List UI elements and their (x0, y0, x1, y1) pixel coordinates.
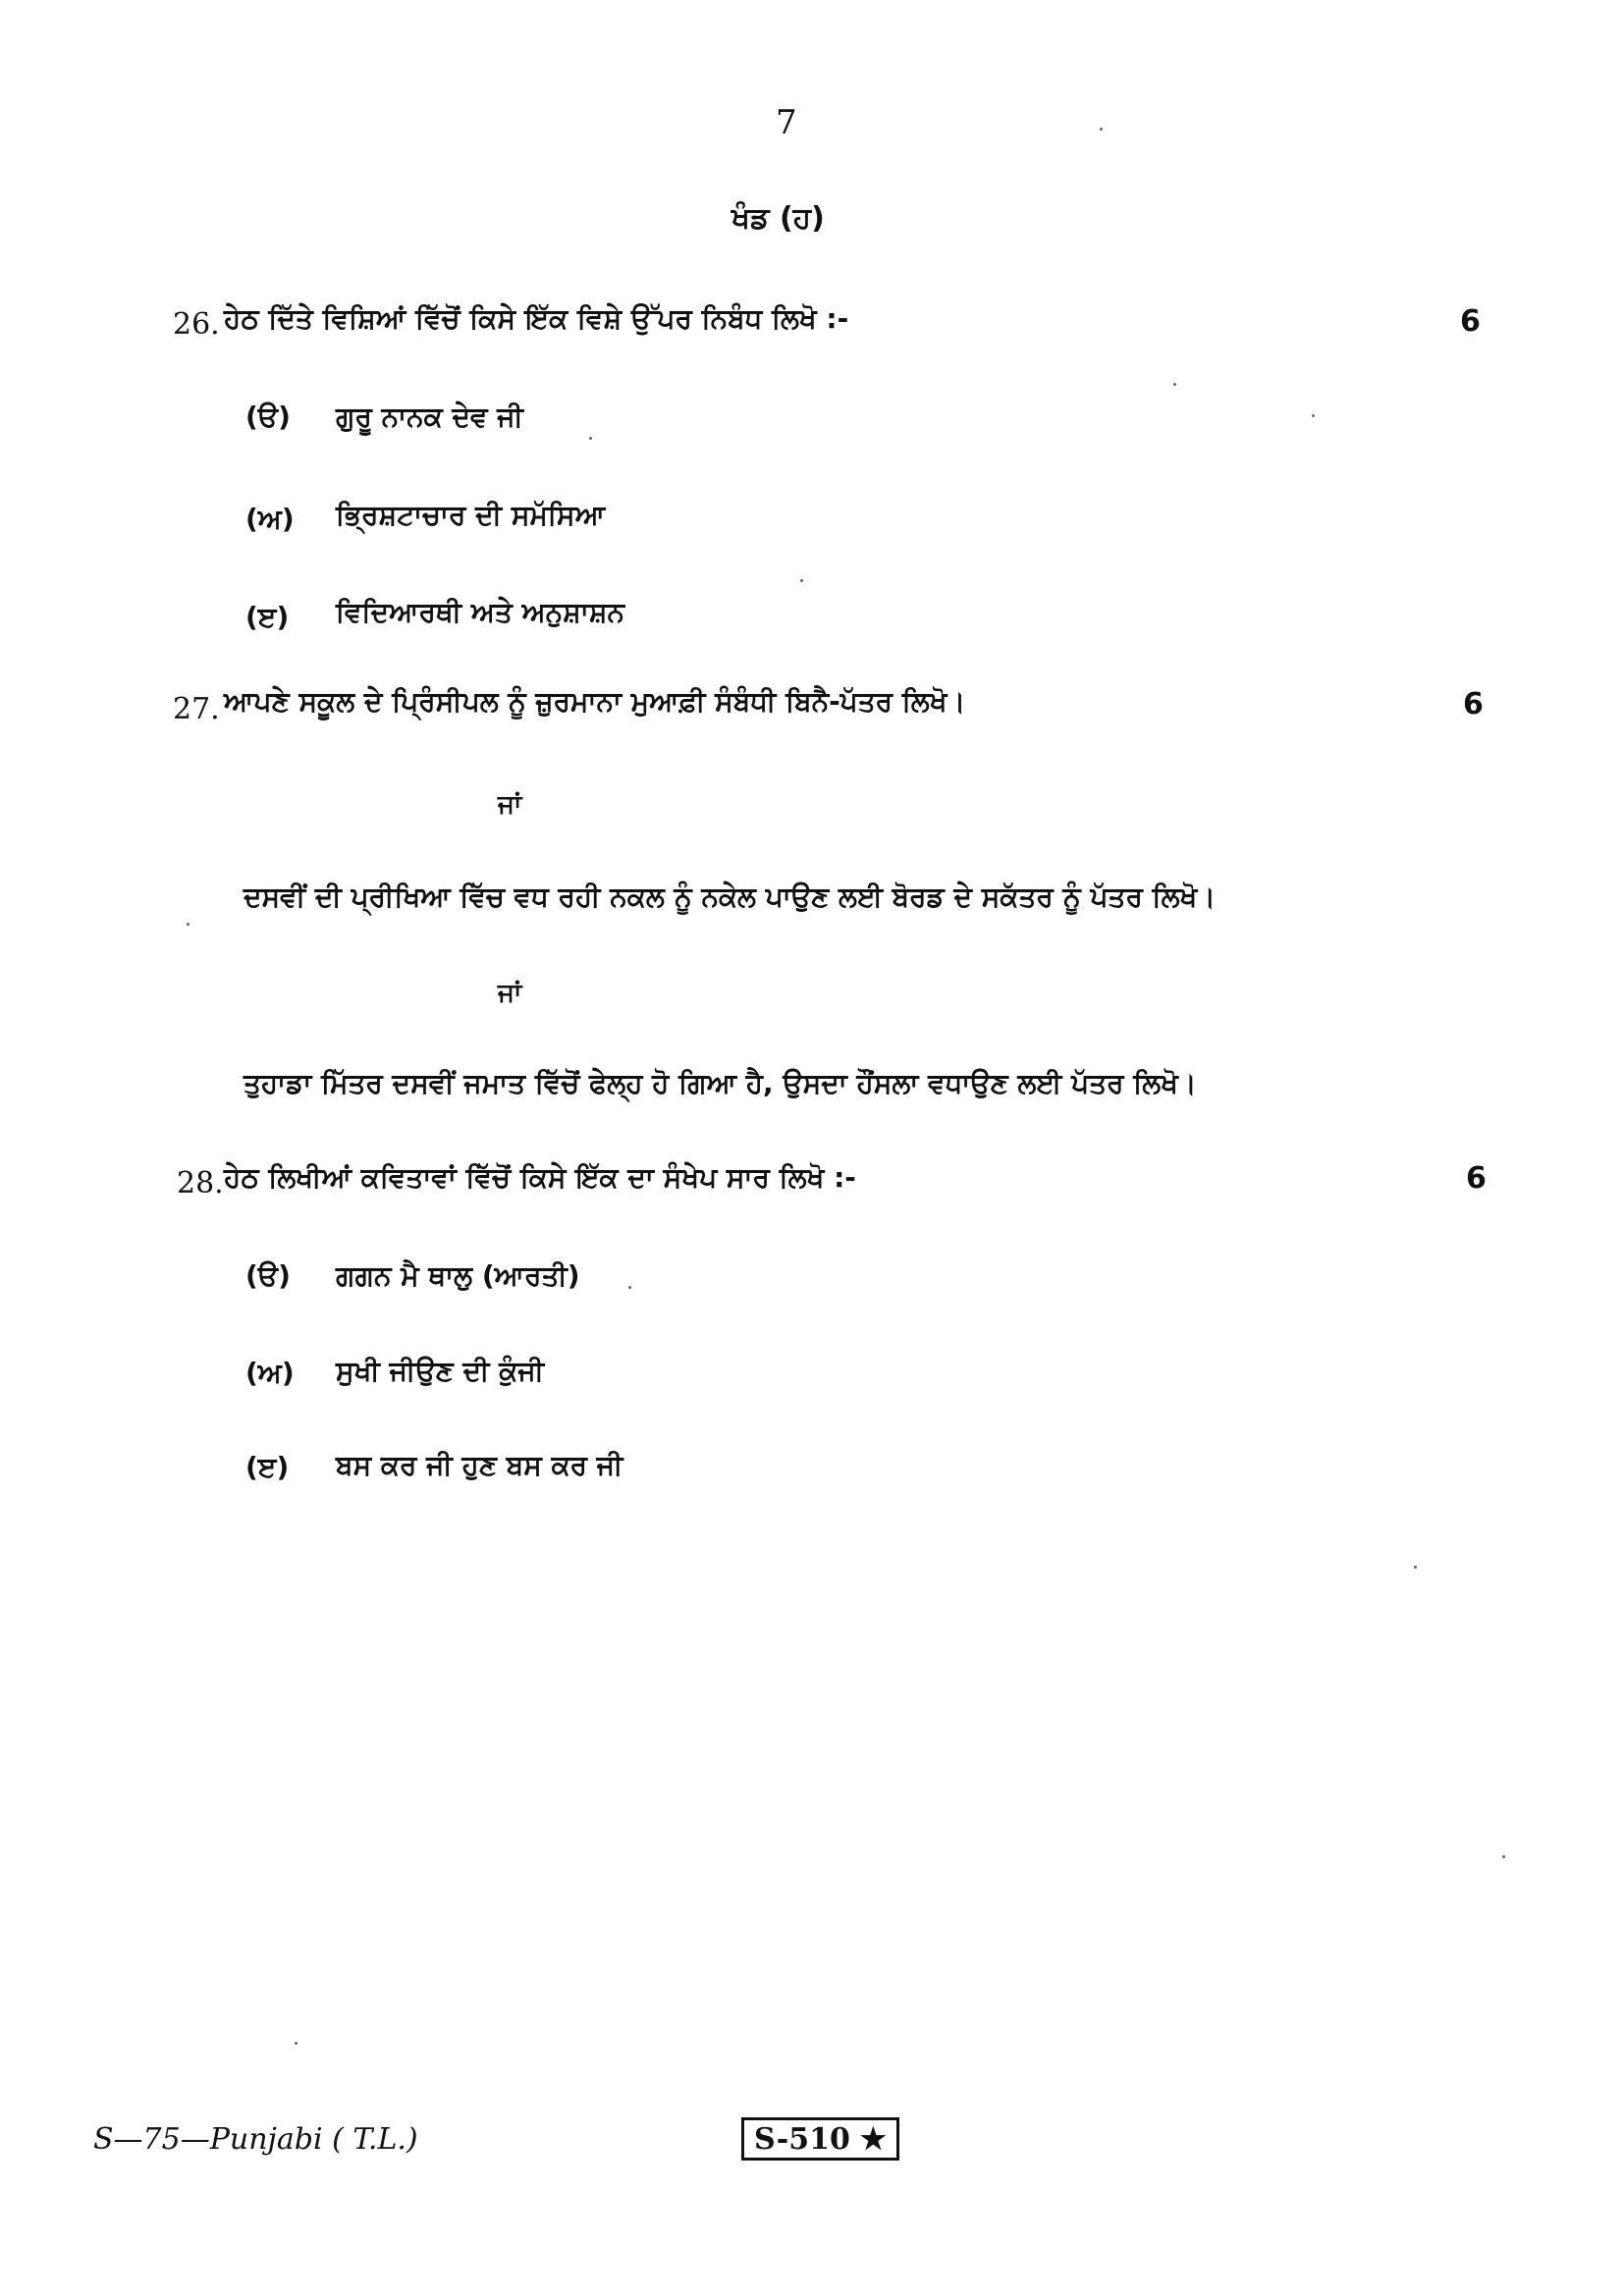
option-label: (ੲ) (245, 1451, 290, 1483)
option-text: ਭ੍ਰਿਸ਼ਟਾਚਾਰ ਦੀ ਸਮੱਸਿਆ (336, 499, 606, 531)
question-text: ਹੇਠ ਦਿੱਤੇ ਵਿਸ਼ਿਆਂ ਵਿੱਚੋਂ ਕਿਸੇ ਇੱਕ ਵਿਸ਼ੇ ਉੱਪਰ ਨਿਬੰਧ ਲਿਖੋ :- (224, 302, 849, 335)
scan-speck (1502, 1855, 1505, 1858)
or-separator: ਜਾਂ (498, 790, 522, 820)
option-label: (ੲ) (245, 601, 290, 633)
scan-speck (1173, 383, 1176, 386)
option-label: (ੳ) (245, 1259, 291, 1292)
paper-code: S—75—Punjabi ( T.L.) (93, 2122, 418, 2157)
scan-speck (1312, 414, 1315, 417)
scan-speck (1100, 128, 1103, 131)
scan-speck (187, 923, 189, 926)
scan-speck (295, 2042, 298, 2045)
alternative-text: ਦਸਵੀਂ ਦੀ ਪ੍ਰੀਖਿਆ ਵਿੱਚ ਵਧ ਰਹੀ ਨਕਲ ਨੂੰ ਨਕੇਲ ਪਾਉਣ ਲਈ ਬੋਰਡ ਦੇ ਸਕੱਤਰ ਨੂੰ ਪੱਤਰ ਲਿਖੋ। (244, 881, 1217, 913)
question-text: ਹੇਠ ਲਿਖੀਆਂ ਕਵਿਤਾਵਾਂ ਵਿੱਚੋਂ ਕਿਸੇ ਇੱਕ ਦਾ ਸੰਖੇਪ ਸਾਰ ਲਿਖੋ :- (224, 1161, 856, 1194)
question-marks: 6 (1466, 1161, 1487, 1196)
question-text: ਆਪਣੇ ਸਕੂਲ ਦੇ ਪ੍ਰਿੰਸੀਪਲ ਨੂੰ ਜ਼ੁਰਮਾਨਾ ਮੁਆਫ਼ੀ ਸੰਬੰਧੀ ਬਿਨੈ-ਪੱਤਰ ਲਿਖੋ। (224, 685, 966, 718)
option-text: ਵਿਦਿਆਰਥੀ ਅਤੇ ਅਨੁਸ਼ਾਸ਼ਨ (336, 596, 624, 628)
option-text: ਸੁਖੀ ਜੀਉਣ ਦੀ ਕੁੰਜੀ (336, 1355, 545, 1387)
star-icon: ★ (859, 2122, 887, 2157)
scan-speck (589, 437, 592, 440)
option-text: ਬਸ ਕਰ ਜੀ ਹੁਣ ਬਸ ਕਰ ਜੀ (336, 1449, 623, 1481)
set-code: S-510 (754, 2122, 850, 2157)
question-marks: 6 (1460, 304, 1481, 339)
alternative-text: ਤੁਹਾਡਾ ਮਿੱਤਰ ਦਸਵੀਂ ਜਮਾਤ ਵਿੱਚੋਂ ਫੇਲ੍ਹ ਹੋ ਗਿਆ ਹੈ, ਉਸਦਾ ਹੌਂਸਲਾ ਵਧਾਉਣ ਲਈ ਪੱਤਰ ਲਿਖੋ। (244, 1067, 1197, 1099)
scan-speck (800, 579, 803, 582)
set-code-box (741, 2117, 899, 2161)
question-number: 28. (177, 1166, 224, 1201)
question-number: 26. (173, 307, 220, 342)
scan-speck (628, 1286, 631, 1289)
option-label: (ੳ) (245, 400, 291, 433)
scan-speck (1414, 1566, 1417, 1569)
option-label: (ਅ) (245, 1357, 295, 1389)
option-text: ਗਗਨ ਮੈ ਥਾਲੁ (ਆਰਤੀ) (336, 1259, 580, 1292)
option-label: (ਅ) (245, 503, 295, 535)
page-number: 7 (776, 103, 797, 142)
section-title: ਖੰਡ (ਹ) (731, 201, 825, 236)
question-number: 27. (173, 692, 220, 726)
option-text: ਗੁਰੂ ਨਾਨਕ ਦੇਵ ਜੀ (336, 400, 523, 433)
question-marks: 6 (1463, 687, 1484, 721)
or-separator: ਜਾਂ (498, 979, 522, 1008)
